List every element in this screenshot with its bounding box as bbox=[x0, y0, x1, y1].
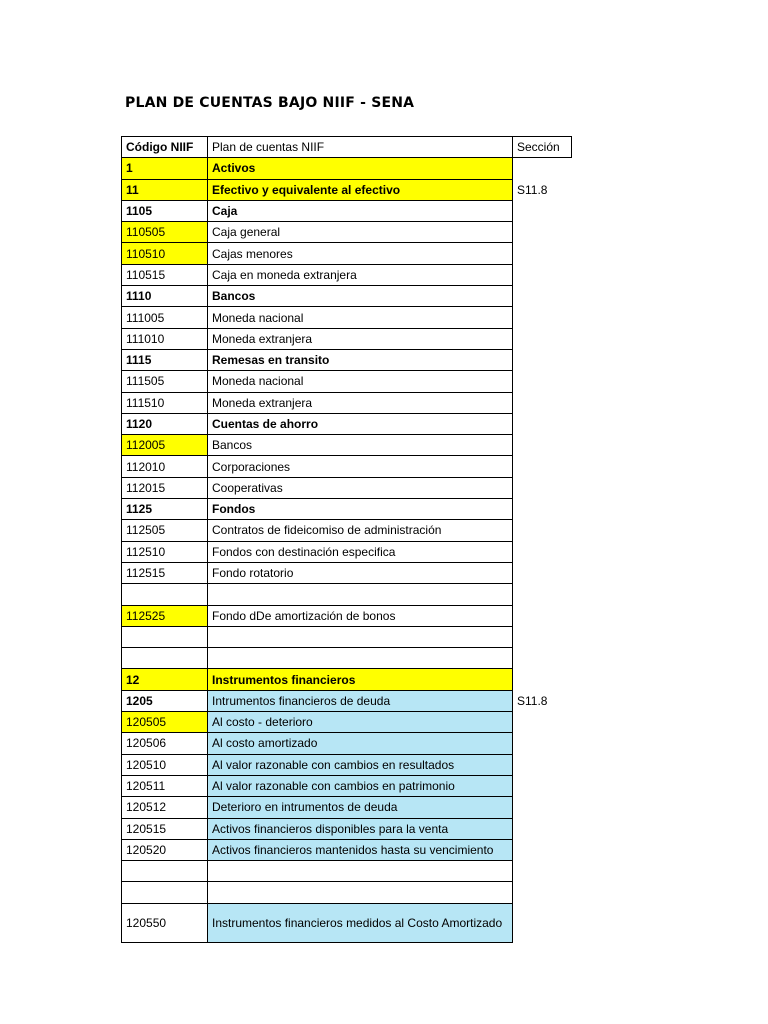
account-name-cell: Activos bbox=[208, 158, 513, 179]
account-name-cell: Bancos bbox=[208, 435, 513, 456]
account-code-cell: 112005 bbox=[122, 435, 208, 456]
section-cell bbox=[513, 264, 572, 285]
accounts-table bbox=[121, 136, 572, 943]
table-row bbox=[122, 562, 572, 583]
section-cell bbox=[513, 562, 572, 583]
table-row bbox=[122, 754, 572, 775]
table-row bbox=[122, 541, 572, 562]
section-cell bbox=[513, 392, 572, 413]
account-code-cell: 120520 bbox=[122, 839, 208, 860]
account-code-cell: 1115 bbox=[122, 349, 208, 370]
account-name-cell bbox=[208, 584, 513, 605]
account-code-cell: 11 bbox=[122, 179, 208, 200]
table-row bbox=[122, 775, 572, 796]
table-row bbox=[122, 158, 572, 179]
section-cell bbox=[513, 648, 572, 669]
account-name-cell: Cooperativas bbox=[208, 477, 513, 498]
section-cell bbox=[513, 775, 572, 796]
section-cell bbox=[513, 307, 572, 328]
account-code-cell: 120512 bbox=[122, 797, 208, 818]
account-code-cell bbox=[122, 584, 208, 605]
account-code-cell: 111510 bbox=[122, 392, 208, 413]
section-cell bbox=[513, 541, 572, 562]
section-cell bbox=[513, 733, 572, 754]
account-code-cell: 112515 bbox=[122, 562, 208, 583]
account-name-cell: Moneda nacional bbox=[208, 371, 513, 392]
account-code-cell bbox=[122, 861, 208, 882]
account-code-cell: 120515 bbox=[122, 818, 208, 839]
table-row bbox=[122, 690, 572, 711]
section-cell bbox=[513, 797, 572, 818]
header-code: Código NIIF bbox=[122, 137, 208, 158]
section-cell bbox=[513, 456, 572, 477]
account-name-cell: Al valor razonable con cambios en patrimonio bbox=[208, 775, 513, 796]
table-row bbox=[122, 669, 572, 690]
account-code-cell: 112510 bbox=[122, 541, 208, 562]
account-code-cell: 111505 bbox=[122, 371, 208, 392]
account-code-cell: 12 bbox=[122, 669, 208, 690]
account-code-cell: 112015 bbox=[122, 477, 208, 498]
account-name-cell: Activos financieros mantenidos hasta su vencimiento bbox=[208, 839, 513, 860]
table-row bbox=[122, 882, 572, 903]
account-code-cell: 1 bbox=[122, 158, 208, 179]
table-row bbox=[122, 839, 572, 860]
account-code-cell: 1120 bbox=[122, 413, 208, 434]
table-row bbox=[122, 733, 572, 754]
account-code-cell: 111010 bbox=[122, 328, 208, 349]
section-cell bbox=[513, 584, 572, 605]
account-name-cell: Fondo dDe amortización de bonos bbox=[208, 605, 513, 626]
section-cell bbox=[513, 328, 572, 349]
section-cell bbox=[513, 669, 572, 690]
table-row bbox=[122, 286, 572, 307]
account-name-cell: Caja en moneda extranjera bbox=[208, 264, 513, 285]
account-name-cell bbox=[208, 648, 513, 669]
page-title: PLAN DE CUENTAS BAJO NIIF - SENA bbox=[125, 95, 415, 111]
account-code-cell: 1105 bbox=[122, 200, 208, 221]
account-code-cell bbox=[122, 648, 208, 669]
section-cell bbox=[513, 413, 572, 434]
account-name-cell: Fondo rotatorio bbox=[208, 562, 513, 583]
account-code-cell: 112505 bbox=[122, 520, 208, 541]
account-name-cell: Caja general bbox=[208, 222, 513, 243]
account-name-cell bbox=[208, 861, 513, 882]
section-cell bbox=[513, 520, 572, 541]
section-cell bbox=[513, 243, 572, 264]
account-code-cell: 110510 bbox=[122, 243, 208, 264]
section-cell bbox=[513, 349, 572, 370]
account-code-cell bbox=[122, 882, 208, 903]
table-row bbox=[122, 499, 572, 520]
table-row bbox=[122, 712, 572, 733]
account-code-cell: 110505 bbox=[122, 222, 208, 243]
section-cell bbox=[513, 818, 572, 839]
account-code-cell: 111005 bbox=[122, 307, 208, 328]
section-cell bbox=[513, 158, 572, 179]
section-cell bbox=[513, 861, 572, 882]
account-code-cell: 120511 bbox=[122, 775, 208, 796]
account-code-cell: 1205 bbox=[122, 690, 208, 711]
account-name-cell: Activos financieros disponibles para la venta bbox=[208, 818, 513, 839]
section-cell bbox=[513, 626, 572, 647]
table-row bbox=[122, 435, 572, 456]
account-name-cell: Bancos bbox=[208, 286, 513, 307]
section-cell bbox=[513, 754, 572, 775]
account-name-cell: Moneda nacional bbox=[208, 307, 513, 328]
table-row bbox=[122, 392, 572, 413]
table-row bbox=[122, 456, 572, 477]
table-row bbox=[122, 413, 572, 434]
section-cell bbox=[513, 371, 572, 392]
account-name-cell: Al costo - deterioro bbox=[208, 712, 513, 733]
account-code-cell: 1125 bbox=[122, 499, 208, 520]
section-cell: S11.8 bbox=[517, 693, 548, 708]
section-cell bbox=[513, 222, 572, 243]
account-name-cell: Contratos de fideicomiso de administración bbox=[208, 520, 513, 541]
account-name-cell: Al valor razonable con cambios en resultados bbox=[208, 754, 513, 775]
account-name-cell: Cuentas de ahorro bbox=[208, 413, 513, 434]
account-name-cell: Cajas menores bbox=[208, 243, 513, 264]
section-cell bbox=[513, 903, 572, 942]
table-header-row bbox=[122, 137, 572, 158]
table-row bbox=[122, 605, 572, 626]
account-code-cell: 120550 bbox=[122, 903, 208, 942]
section-cell bbox=[513, 712, 572, 733]
table-row bbox=[122, 477, 572, 498]
table-row bbox=[122, 243, 572, 264]
table-row bbox=[122, 371, 572, 392]
header-section: Sección bbox=[513, 137, 572, 158]
section-cell bbox=[513, 200, 572, 221]
table-row bbox=[122, 626, 572, 647]
account-code-cell: 110515 bbox=[122, 264, 208, 285]
table-row bbox=[122, 861, 572, 882]
account-name-cell: Remesas en transito bbox=[208, 349, 513, 370]
account-name-cell bbox=[208, 626, 513, 647]
account-name-cell bbox=[208, 882, 513, 903]
account-name-cell: Efectivo y equivalente al efectivo bbox=[208, 179, 513, 200]
account-code-cell: 120506 bbox=[122, 733, 208, 754]
account-name-cell: Intrumentos financieros de deuda bbox=[208, 690, 513, 711]
table-row bbox=[122, 200, 572, 221]
account-code-cell: 1110 bbox=[122, 286, 208, 307]
account-code-cell: 112525 bbox=[122, 605, 208, 626]
table-row bbox=[122, 818, 572, 839]
section-cell bbox=[513, 605, 572, 626]
table-row bbox=[122, 648, 572, 669]
table-body bbox=[122, 158, 572, 942]
account-name-cell: Moneda extranjera bbox=[208, 328, 513, 349]
section-cell bbox=[513, 435, 572, 456]
account-name-cell: Instrumentos financieros bbox=[208, 669, 513, 690]
table-row bbox=[122, 307, 572, 328]
account-code-cell: 112010 bbox=[122, 456, 208, 477]
account-name-cell: Deterioro en intrumentos de deuda bbox=[208, 797, 513, 818]
table-row bbox=[122, 222, 572, 243]
account-name-cell: Instrumentos financieros medidos al Costo Amortizado bbox=[208, 903, 513, 942]
section-cell: S11.8 bbox=[517, 182, 548, 197]
account-name-cell: Moneda extranjera bbox=[208, 392, 513, 413]
account-name-cell: Fondos con destinación especifica bbox=[208, 541, 513, 562]
table-row bbox=[122, 179, 572, 200]
table-row bbox=[122, 264, 572, 285]
section-cell bbox=[513, 286, 572, 307]
table-row bbox=[122, 349, 572, 370]
table-row bbox=[122, 328, 572, 349]
account-code-cell: 120505 bbox=[122, 712, 208, 733]
section-cell bbox=[513, 477, 572, 498]
header-account: Plan de cuentas NIIF bbox=[208, 137, 513, 158]
account-code-cell: 120510 bbox=[122, 754, 208, 775]
section-cell bbox=[513, 882, 572, 903]
account-name-cell: Corporaciones bbox=[208, 456, 513, 477]
section-cell bbox=[513, 499, 572, 520]
account-name-cell: Fondos bbox=[208, 499, 513, 520]
table-row bbox=[122, 903, 572, 942]
section-cell bbox=[513, 839, 572, 860]
account-name-cell: Caja bbox=[208, 200, 513, 221]
account-code-cell bbox=[122, 626, 208, 647]
table-row bbox=[122, 584, 572, 605]
account-name-cell: Al costo amortizado bbox=[208, 733, 513, 754]
table-row bbox=[122, 797, 572, 818]
table-row bbox=[122, 520, 572, 541]
